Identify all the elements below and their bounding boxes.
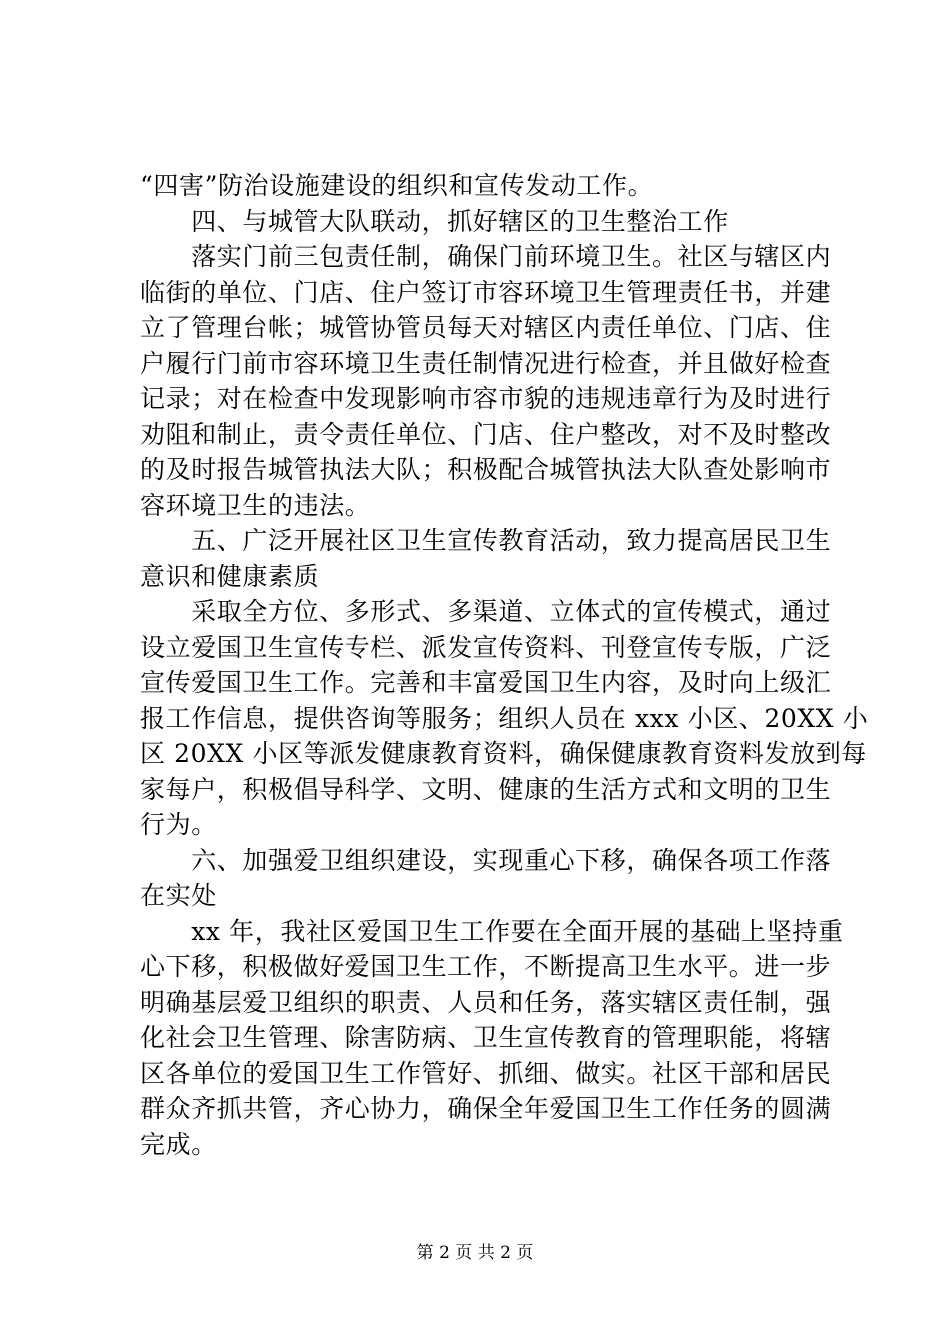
text-line: 完成。	[140, 1129, 217, 1159]
text-line: 区各单位的爱国卫生工作管好、抓细、做实。社区干部和居民	[140, 1058, 832, 1088]
text-line: 行为。	[140, 810, 217, 839]
section-heading: 五、广泛开展社区卫生宣传教育活动，致力提高居民卫生	[140, 526, 832, 555]
text-line: “四害”防治设施建设的组织和宣传发动工作。	[140, 171, 654, 200]
text-line: 化社会卫生管理、除害防病、卫生宣传教育的管理职能，将辖	[140, 1023, 832, 1052]
text-line: 宣传爱国卫生工作。完善和丰富爱国卫生内容，及时向上级汇	[140, 668, 832, 697]
text-line: 容环境卫生的违法。	[140, 490, 371, 520]
text-line: 户履行门前市容环境卫生责任制情况进行检查，并且做好检查	[140, 348, 832, 378]
text-line: xx 年，我社区爱国卫生工作要在全面开展的基础上坚持重	[140, 916, 844, 946]
text-line: 劝阻和制止，责令责任单位、门店、住户整改，对不及时整改	[140, 419, 832, 449]
text-line: 群众齐抓共管，齐心协力，确保全年爱国卫生工作任务的圆满	[140, 1094, 832, 1123]
text-line: 明确基层爱卫组织的职责、人员和任务，落实辖区责任制，强	[140, 987, 832, 1017]
text-line: 设立爱国卫生宣传专栏、派发宣传资料、刊登宣传专版，广泛	[140, 632, 832, 662]
section-heading: 在实处	[140, 881, 217, 910]
text-line: 的及时报告城管执法大队；积极配合城管执法大队查处影响市	[140, 455, 832, 484]
text-line: 区 20XX 小区等派发健康教育资料，确保健康教育资料发放到每	[140, 739, 867, 768]
section-heading: 意识和健康素质	[140, 561, 320, 591]
text-line: 落实门前三包责任制，确保门前环境卫生。社区与辖区内	[140, 242, 832, 271]
section-heading: 六、加强爱卫组织建设，实现重心下移，确保各项工作落	[140, 845, 832, 875]
text-line: 临街的单位、门店、住户签订市容环境卫生管理责任书，并建	[140, 277, 832, 307]
text-line: 家每户，积极倡导科学、文明、健康的生活方式和文明的卫生	[140, 774, 832, 804]
document-body	[140, 168, 869, 1162]
text-line: 记录；对在检查中发现影响市容市貌的违规违章行为及时进行	[140, 384, 832, 413]
text-line: 采取全方位、多形式、多渠道、立体式的宣传模式，通过	[140, 597, 832, 626]
text-line: 立了管理台帐；城管协管员每天对辖区内责任单位、门店、住	[140, 313, 832, 342]
text-line: 报工作信息，提供咨询等服务；组织人员在 xxx 小区、20XX 小	[140, 703, 869, 733]
text-line: 心下移，积极做好爱国卫生工作，不断提高卫生水平。进一步	[140, 952, 832, 981]
section-heading: 四、与城管大队联动，抓好辖区的卫生整治工作	[140, 206, 729, 236]
page-footer: 第 2 页 共 2 页	[416, 1243, 534, 1263]
